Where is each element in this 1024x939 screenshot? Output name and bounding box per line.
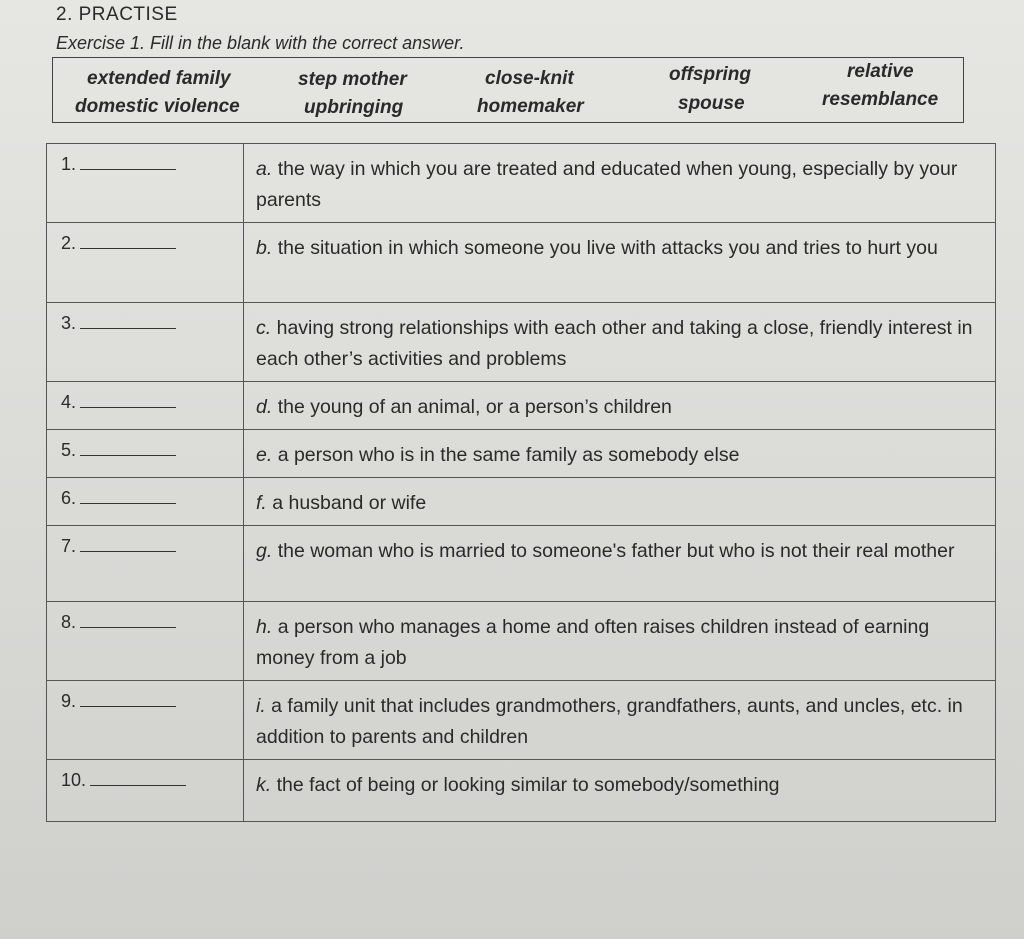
definition-cell: [244, 526, 996, 602]
word-bank-item: spouse: [678, 93, 745, 114]
table-row: [47, 430, 996, 478]
definition-letter: c.: [256, 317, 272, 339]
definition-text: a family unit that includes grandmothers, grandfathers, aunts, and uncles, etc. in addition to parents and children: [256, 695, 963, 748]
word-bank-item: domestic violence: [75, 96, 240, 117]
table-row: [47, 760, 996, 822]
item-number: 7.: [61, 536, 77, 556]
word-bank-item: resemblance: [822, 89, 939, 110]
definition-letter: a.: [256, 158, 273, 180]
table-row: [47, 602, 996, 681]
table-row: [47, 144, 996, 223]
table-row: [47, 681, 996, 760]
definition-letter: d.: [256, 396, 273, 418]
answer-cell[interactable]: [47, 144, 244, 223]
item-number: 3.: [61, 313, 77, 333]
definition-letter: f.: [256, 492, 267, 514]
answer-blank[interactable]: [80, 692, 176, 707]
word-bank-item: close-knit: [485, 68, 574, 89]
definition-cell: [244, 478, 996, 526]
answer-cell[interactable]: [47, 430, 244, 478]
definition-cell: [244, 382, 996, 430]
word-bank-item: extended family: [87, 68, 231, 89]
definition-letter: e.: [256, 444, 273, 466]
answer-cell[interactable]: [47, 382, 244, 430]
table-row: [47, 382, 996, 430]
answer-cell[interactable]: [47, 526, 244, 602]
definition-cell: [244, 681, 996, 760]
table-row: [47, 303, 996, 382]
answer-cell[interactable]: [47, 602, 244, 681]
definition-text: the fact of being or looking similar to somebody/something: [276, 774, 780, 796]
answer-blank[interactable]: [80, 155, 176, 170]
definition-letter: k.: [256, 774, 272, 796]
word-bank-item: upbringing: [304, 97, 404, 118]
answer-blank[interactable]: [80, 613, 176, 628]
definition-text: a person who manages a home and often raises children instead of earning money from a job: [256, 616, 930, 669]
definition-text: the situation in which someone you live with attacks you and tries to hurt you: [277, 237, 938, 259]
answer-blank[interactable]: [80, 314, 176, 329]
answer-blank[interactable]: [90, 771, 186, 786]
definition-letter: g.: [256, 540, 273, 562]
definition-cell: [244, 144, 996, 223]
item-number: 8.: [61, 612, 77, 632]
definition-letter: i.: [256, 695, 266, 717]
answer-blank[interactable]: [80, 234, 176, 249]
definition-cell: [244, 430, 996, 478]
definition-text: a person who is in the same family as somebody else: [277, 444, 740, 466]
item-number: 9.: [61, 691, 77, 711]
word-bank-item: step mother: [298, 69, 407, 90]
answer-cell[interactable]: [47, 681, 244, 760]
definition-cell: [244, 223, 996, 303]
table-row: [47, 223, 996, 303]
table-row: [47, 526, 996, 602]
definition-letter: h.: [256, 616, 273, 638]
word-bank-item: relative: [847, 61, 914, 82]
item-number: 2.: [61, 233, 77, 253]
section-title: 2. PRACTISE: [56, 4, 178, 25]
answer-cell[interactable]: [47, 478, 244, 526]
answer-cell[interactable]: [47, 303, 244, 382]
word-bank-item: offspring: [669, 64, 751, 85]
definition-text: the way in which you are treated and educated when young, especially by your parents: [256, 158, 958, 211]
item-number: 6.: [61, 488, 77, 508]
definition-text: having strong relationships with each other and taking a close, friendly interest in each other’s activities and problems: [256, 317, 973, 370]
answer-cell[interactable]: [47, 223, 244, 303]
definition-cell: [244, 760, 996, 822]
answer-cell[interactable]: [47, 760, 244, 822]
item-number: 1.: [61, 154, 77, 174]
answer-blank[interactable]: [80, 393, 176, 408]
definition-cell: [244, 602, 996, 681]
matching-table: [46, 143, 996, 822]
item-number: 10.: [61, 770, 87, 790]
answer-blank[interactable]: [80, 441, 176, 456]
definition-cell: [244, 303, 996, 382]
answer-blank[interactable]: [80, 537, 176, 552]
word-bank: [52, 57, 964, 123]
answer-blank[interactable]: [80, 489, 176, 504]
definition-text: a husband or wife: [272, 492, 427, 514]
definition-letter: b.: [256, 237, 273, 259]
exercise-title: Exercise 1. Fill in the blank with the correct answer.: [56, 33, 465, 53]
item-number: 4.: [61, 392, 77, 412]
item-number: 5.: [61, 440, 77, 460]
word-bank-item: homemaker: [477, 96, 584, 117]
table-row: [47, 478, 996, 526]
definition-text: the young of an animal, or a person’s children: [277, 396, 672, 418]
definition-text: the woman who is married to someone's father but who is not their real mother: [277, 540, 955, 562]
